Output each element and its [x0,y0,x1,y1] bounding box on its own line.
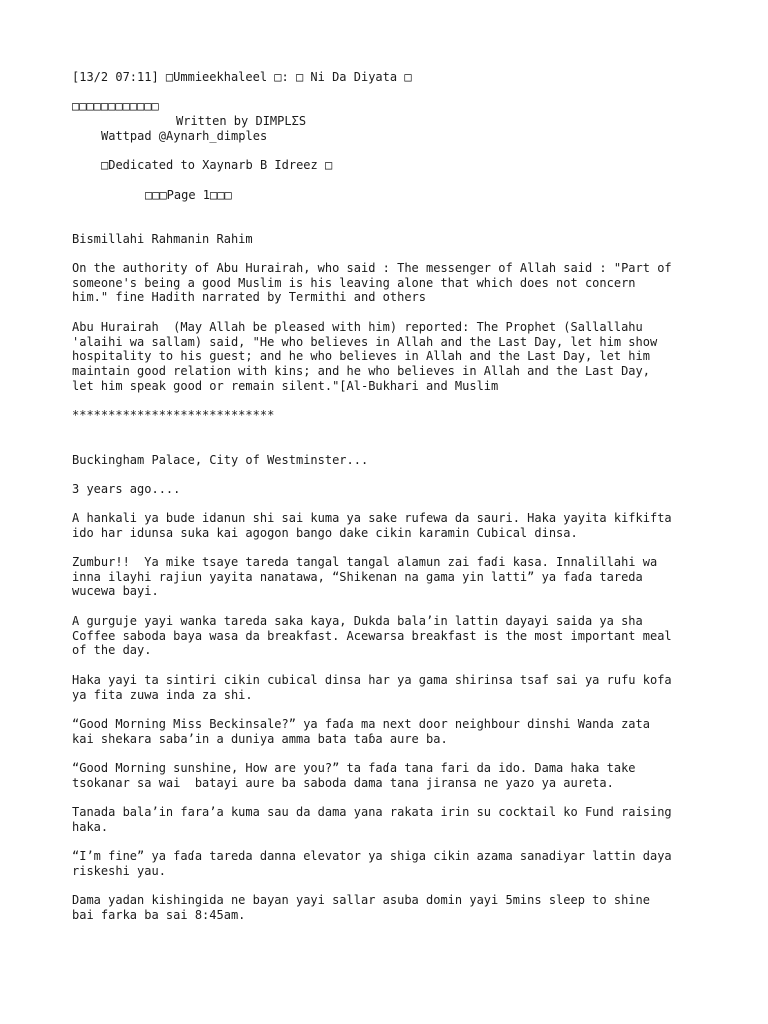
text-line: ido har idunsa suka kai agogon bango dake cikin karamin Cubical dinsa. [72,525,578,540]
text-line: of the day. [72,643,152,658]
chat-header-line: [13/2 07:11] □Ummieekhaleel □: □ Ni Da Diyata □ [72,70,412,84]
text-line: Tanada bala’in fara’a kuma sau da dama yana rakata irin su cocktail ko Fund raising [72,805,672,819]
story-paragraph-5 [72,717,650,746]
text-line: wucewa bayi. [72,584,159,599]
text-line: 'alaihi wa sallam) said, "He who believes in Allah and the Last Day, let him show [72,334,658,349]
text-line: On the authority of Abu Hurairah, who said : The messenger of Allah said : "Part of [72,261,672,275]
story-paragraph-2 [72,555,657,599]
story-paragraph-3 [72,614,672,658]
time-line: 3 years ago.... [72,482,181,496]
text-line: A gurguje yayi wanka tareda saka kaya, Dukda bala’in lattin dayayi saida ya sha [72,614,643,628]
text-line: him." fine Hadith narrated by Termithi and others [72,290,427,305]
dedication-line: □Dedicated to Xaynarb B Idreez □ [101,158,333,172]
author-credit: Written by DIMPLΣS [176,114,307,128]
hadith-paragraph-2 [72,320,657,394]
location-line: Buckingham Palace, City of Westminster... [72,453,369,467]
page-marker: □□□Page 1□□□ [145,188,232,202]
wattpad-handle: Wattpad @Aynarh_dimples [101,129,268,143]
text-line: maintain good relation with kins; and he who believes in Allah and the Last Day, [72,364,650,379]
story-paragraph-6 [72,761,636,790]
text-line: Haka yayi ta sintiri cikin cubical dinsa har ya gama shirinsa tsaf sai ya rufu kofa [72,673,672,687]
text-line: someone's being a good Muslim is his leaving alone that which does not concern [72,275,636,290]
text-line: let him speak good or remain silent."[Al-Bukhari and Muslim [72,378,499,393]
text-line: bai farka ba sai 8:45am. [72,907,246,922]
text-line: tsokanar sa wai batayi aure ba saboda dama tana jiransa ne yazo ya aureta. [72,775,614,790]
text-line: Abu Hurairah (May Allah be pleased with him) reported: The Prophet (Sallallahu [72,320,643,334]
hadith-paragraph-1 [72,261,672,305]
separator-line: **************************** [72,408,275,422]
text-line: A hankali ya bude idanun shi sai kuma ya sake rufewa da sauri. Haka yayita kifkifta [72,511,672,525]
text-line: riskeshi yau. [72,863,166,878]
story-paragraph-1 [72,511,672,540]
text-line: hospitality to his guest; and he who believes in Allah and the Last Day, let him [72,349,650,364]
text-line: ya fita zuwa inda za shi. [72,687,253,702]
text-line: Coffee saboda baya wasa da breakfast. Acewarsa breakfast is the most important meal [72,628,672,643]
text-line: inna ilayhi rajiun yayita nanatawa, “Shikenan na gama yin latti” ya faɗa tareda [72,569,643,584]
story-paragraph-9 [72,893,650,922]
text-line: “I’m fine” ya faɗa tareda danna elevator ya shiga cikin azama sanadiyar lattin daya [72,849,672,863]
bismillah-line: Bismillahi Rahmanin Rahim [72,232,253,246]
text-line: “Good Morning sunshine, How are you?” ta faɗa tana fari da ido. Dama haka take [72,761,636,775]
text-line: “Good Morning Miss Beckinsale?” ya faɗa ma next door neighbour dinshi Wanda zata [72,717,650,731]
text-line: kai shekara saba’in a duniya amma bata taɓa aure ba. [72,731,448,746]
text-line: haka. [72,819,109,834]
story-paragraph-8 [72,849,672,878]
story-paragraph-4 [72,673,672,702]
text-line: Zumbur!! Ya mike tsaye tareda tangal tangal alamun zai faɗi kasa. Innalillahi wa [72,555,658,569]
box-glyph-line: □□□□□□□□□□□□ [72,99,159,113]
story-paragraph-7 [72,805,672,834]
text-line: Dama yadan kishingida ne bayan yayi sallar asuba domin yayi 5mins sleep to shine [72,893,650,907]
